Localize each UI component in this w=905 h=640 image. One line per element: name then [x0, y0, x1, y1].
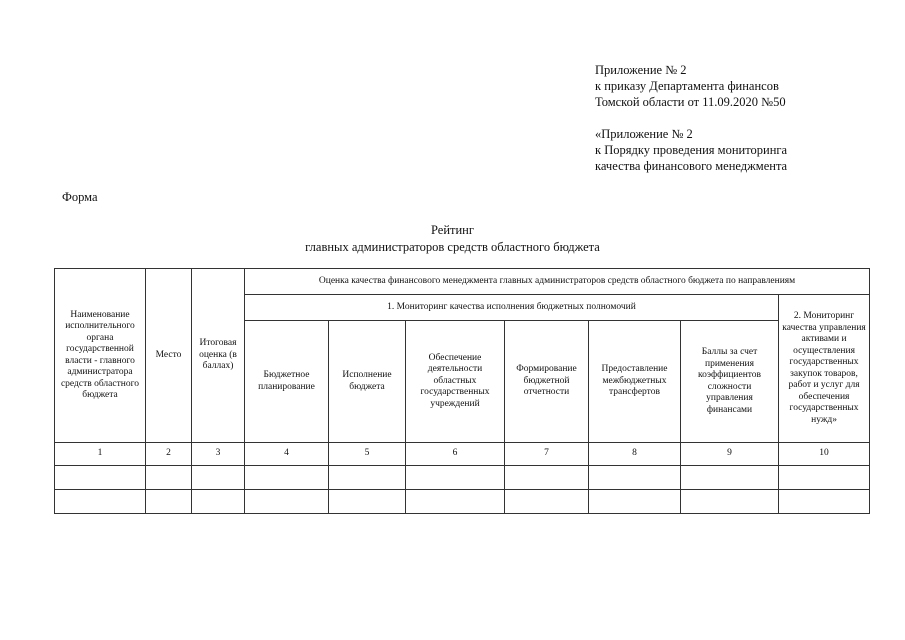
- column-number: 5: [329, 443, 406, 466]
- column-number: 4: [245, 443, 329, 466]
- column-number: 1: [55, 443, 146, 466]
- table-cell: [779, 490, 870, 514]
- column-number: 8: [589, 443, 681, 466]
- appendix-line: к приказу Департамента финансов: [595, 79, 779, 93]
- column-number: 7: [505, 443, 589, 466]
- table-cell: [192, 466, 245, 490]
- appendix-line: к Порядку проведения мониторинга: [595, 143, 788, 157]
- header-col: Предоставление межбюджетных трансфертов: [589, 321, 681, 443]
- header-name: Наименование исполнительного органа государственной власти - главного администратора средств областного бюджета: [55, 269, 146, 443]
- table-cell: [779, 466, 870, 490]
- title-line: главных администраторов средств областного бюджета: [305, 240, 600, 254]
- form-label: Форма: [62, 190, 98, 204]
- column-number: 3: [192, 443, 245, 466]
- table-row: [55, 490, 870, 514]
- table-cell: [329, 490, 406, 514]
- column-number: 2: [146, 443, 192, 466]
- document-title: [0, 222, 905, 256]
- column-number: 9: [681, 443, 779, 466]
- header-col: Обеспечение деятельности областных государственных учреждений: [406, 321, 505, 443]
- title-line: Рейтинг: [431, 223, 474, 237]
- table-cell: [505, 466, 589, 490]
- header-col: Баллы за счет применения коэффициентов сложности управления финансами: [681, 321, 779, 443]
- appendix-line: Приложение № 2: [595, 63, 687, 77]
- table-cell: [55, 466, 146, 490]
- table-cell: [146, 490, 192, 514]
- table-row: [55, 466, 870, 490]
- table-cell: [681, 490, 779, 514]
- table-cell: [245, 466, 329, 490]
- table-cell: [146, 466, 192, 490]
- table-cell: [245, 490, 329, 514]
- header-group: Оценка качества финансового менеджмента главных администраторов средств областного бюджета по направлениям: [245, 269, 870, 295]
- appendix-block: [595, 62, 787, 174]
- table-cell: [329, 466, 406, 490]
- header-sub-2: 2. Мониторинг качества управления активами и осуществления государственных закупок товаров, работ и услуг для обеспечения государственных нужд»: [779, 295, 870, 443]
- table-cell: [406, 466, 505, 490]
- appendix-line: качества финансового менеджмента: [595, 159, 788, 173]
- header-sub-1: 1. Мониторинг качества исполнения бюджетных полномочий: [245, 295, 779, 321]
- table-cell: [406, 490, 505, 514]
- appendix-line: «Приложение № 2: [595, 127, 693, 141]
- numbering-row: [55, 443, 870, 466]
- rating-table: [54, 268, 870, 514]
- header-place: Место: [146, 269, 192, 443]
- header-col: Исполнение бюджета: [329, 321, 406, 443]
- table-cell: [681, 466, 779, 490]
- table-cell: [192, 490, 245, 514]
- appendix-line: Томской области от 11.09.2020 №50: [595, 95, 786, 109]
- header-total: Итоговая оценка (в баллах): [192, 269, 245, 443]
- table-cell: [55, 490, 146, 514]
- table-cell: [505, 490, 589, 514]
- column-number: 10: [779, 443, 870, 466]
- header-col: Бюджетное планирование: [245, 321, 329, 443]
- header-col: Формирование бюджетной отчетности: [505, 321, 589, 443]
- table-cell: [589, 466, 681, 490]
- column-number: 6: [406, 443, 505, 466]
- table-cell: [589, 490, 681, 514]
